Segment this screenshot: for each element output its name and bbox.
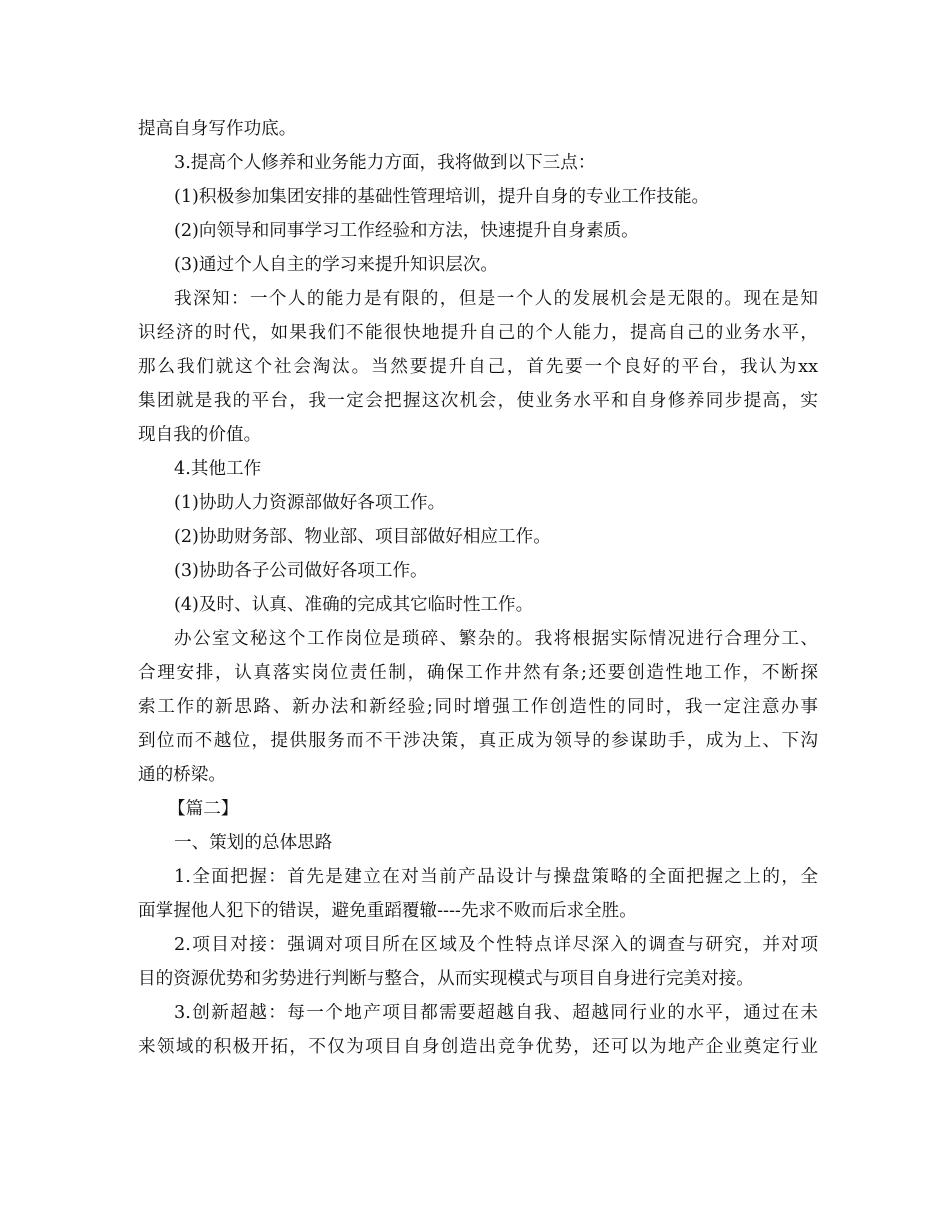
- text-line: 3.提高个人修养和业务能力方面，我将做到以下三点：: [174, 153, 596, 173]
- text-line: 索工作的新思路、新办法和新经验;同时增强工作创造性的同时，我一定注意办事: [138, 697, 818, 717]
- text-line: (1)积极参加集团安排的基础性管理培训，提升自身的专业工作技能。: [174, 187, 710, 207]
- text-line: 2.项目对接：强调对项目所在区域及个性特点详尽深入的调查与研究，并对项: [174, 935, 818, 955]
- text-line: (3)协助各子公司做好各项工作。: [174, 561, 428, 581]
- text-line: 识经济的时代，如果我们不能很快地提升自己的个人能力，提高自己的业务水平，: [138, 323, 818, 343]
- text-line: 现自我的价值。: [138, 425, 262, 445]
- text-line: (3)通过个人自主的学习来提升知识层次。: [174, 255, 499, 275]
- text-line: (4)及时、认真、准确的完成其它临时性工作。: [174, 595, 534, 615]
- text-line: (2)协助财务部、物业部、项目部做好相应工作。: [174, 527, 551, 547]
- text-line: 提高自身写作功底。: [138, 119, 297, 139]
- section-heading: 一、策划的总体思路: [174, 833, 333, 853]
- document-body: [138, 112, 818, 1064]
- text-line: 办公室文秘这个工作岗位是琐碎、繁杂的。我将根据实际情况进行合理分工、: [174, 629, 818, 649]
- text-line: 合理安排，认真落实岗位责任制，确保工作井然有条;还要创造性地工作，不断探: [138, 663, 818, 683]
- text-line: 1.全面把握：首先是建立在对当前产品设计与操盘策略的全面把握之上的，全: [174, 867, 818, 887]
- text-line: (2)向领导和同事学习工作经验和方法，快速提升自身素质。: [174, 221, 639, 241]
- section-heading: 4.其他工作: [174, 459, 262, 479]
- text-line: 集团就是我的平台，我一定会把握这次机会，使业务水平和自身修养同步提高，实: [138, 391, 818, 411]
- text-line: 通的桥梁。: [138, 765, 226, 785]
- text-line: 目的资源优势和劣势进行判断与整合，从而实现模式与项目自身进行完美对接。: [138, 969, 754, 989]
- text-line: 来领域的积极开拓，不仅为项目自身创造出竞争优势，还可以为地产企业奠定行业: [138, 1037, 818, 1057]
- text-line: (1)协助人力资源部做好各项工作。: [174, 493, 446, 513]
- text-line: 面掌握他人犯下的错误，避免重蹈覆辙----先求不败而后求全胜。: [138, 901, 637, 921]
- text-line: 3.创新超越：每一个地产项目都需要超越自我、超越同行业的水平，通过在未: [174, 1003, 818, 1023]
- article-heading: 【篇二】: [168, 799, 239, 819]
- text-line: 我深知：一个人的能力是有限的，但是一个人的发展机会是无限的。现在是知: [174, 289, 818, 309]
- text-line: 那么我们就这个社会淘汰。当然要提升自己，首先要一个良好的平台，我认为xx: [138, 357, 818, 377]
- text-line: 到位而不越位，提供服务而不干涉决策，真正成为领导的参谋助手，成为上、下沟: [138, 731, 818, 751]
